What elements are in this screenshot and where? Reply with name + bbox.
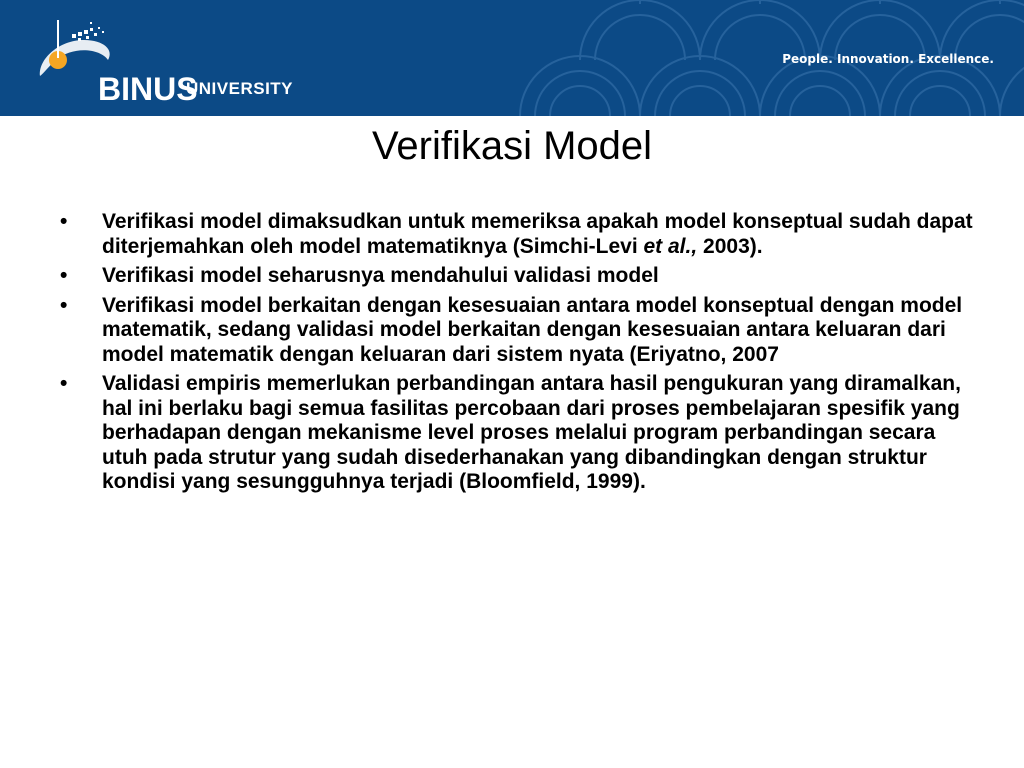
header-banner [0, 0, 1024, 116]
bullet-text: Verifikasi model seharusnya mendahului validasi model [102, 264, 659, 287]
bullet-item [60, 372, 980, 495]
bullet-marker: • [60, 210, 68, 233]
bullet-marker: • [60, 372, 68, 395]
bullet-text: Validasi empiris memerlukan perbandingan antara hasil pengukuran yang diramalkan, hal ini berlaku bagi semua fasilitas percobaan dari proses pembelajaran spesifik yang berhadapan dengan mekanisme level proses melalui program perbandingan secara utuh pada strutur yang sudah disederhanakan yang dibandingkan dengan struktur kondisi yang sesungguhnya terjadi (Bloomfield, 1999). [102, 372, 961, 493]
logo-subtitle-text: UNIVERSITY [186, 79, 294, 98]
bullet-text: Verifikasi model berkaitan dengan kesesuaian antara model konseptual dengan model matematik, sedang validasi model berkaitan dengan kesesuaian antara keluaran dari model matematik dengan keluaran dari sistem nyata (Eriyatno, 2007 [102, 293, 963, 366]
bullet-item [60, 264, 980, 289]
binus-university-logo [28, 18, 298, 107]
bullet-text: 2003). [697, 234, 763, 258]
tagline: People. Innovation. Excellence. [782, 52, 994, 66]
logo-brand-text: BINUS [98, 71, 198, 107]
bullet-text-italic: et al., [643, 234, 698, 258]
bullet-marker: • [60, 264, 68, 287]
bullet-item [60, 210, 980, 259]
bullet-text: Verifikasi model dimaksudkan untuk memeriksa apakah model konseptual sudah dapat diterjemahkan oleh model matematiknya (Simchi-Levi [102, 210, 973, 258]
bullet-marker: • [60, 293, 68, 317]
bullet-item [60, 294, 980, 368]
bullet-list [60, 210, 980, 500]
slide-title: Verifikasi Model [371, 124, 653, 168]
